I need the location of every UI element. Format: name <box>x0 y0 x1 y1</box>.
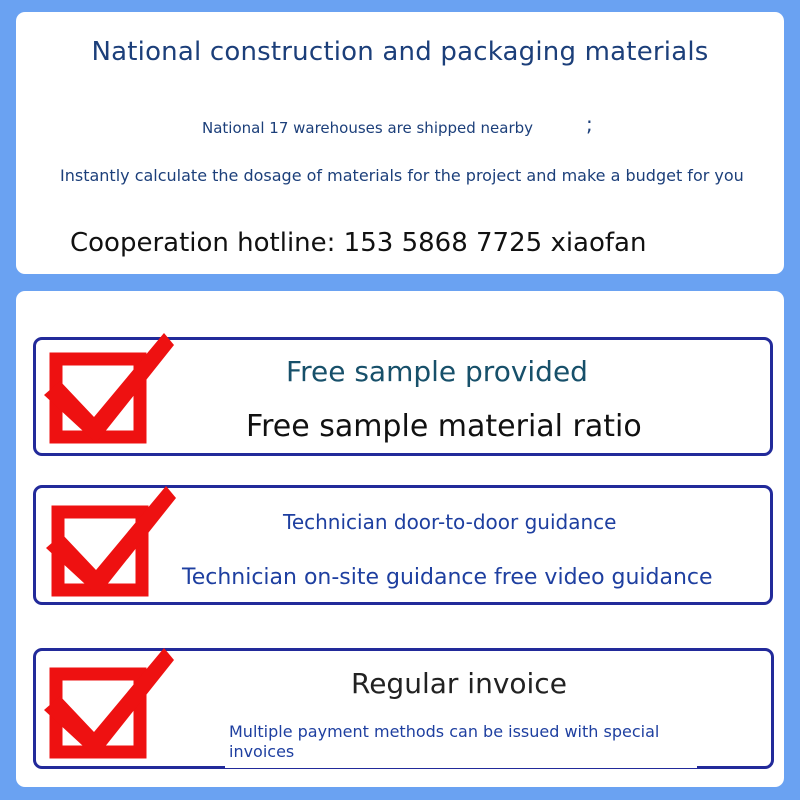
page-title: National construction and packaging materials <box>91 37 709 67</box>
warehouse-text: National 17 warehouses are shipped nearby <box>202 119 534 137</box>
feature-heading: Free sample provided <box>286 355 588 388</box>
red-checkbox-icon <box>40 646 180 761</box>
red-checkbox-icon <box>40 331 180 446</box>
feature-heading: Technician door-to-door guidance <box>283 510 617 534</box>
feature-subtext: Technician on-site guidance free video guidance <box>178 561 725 600</box>
hotline-text: Cooperation hotline: 153 5868 7725 xiaofan <box>70 228 647 258</box>
red-checkbox-icon <box>42 484 182 599</box>
budget-text: Instantly calculate the dosage of materials for the project and make a budget for you <box>60 166 744 185</box>
feature-subtext: Free sample material ratio <box>242 407 678 452</box>
warehouse-mark: ; <box>586 112 593 136</box>
feature-heading: Regular invoice <box>351 667 567 700</box>
feature-subtext: Multiple payment methods can be issued with special invoices <box>225 720 697 768</box>
